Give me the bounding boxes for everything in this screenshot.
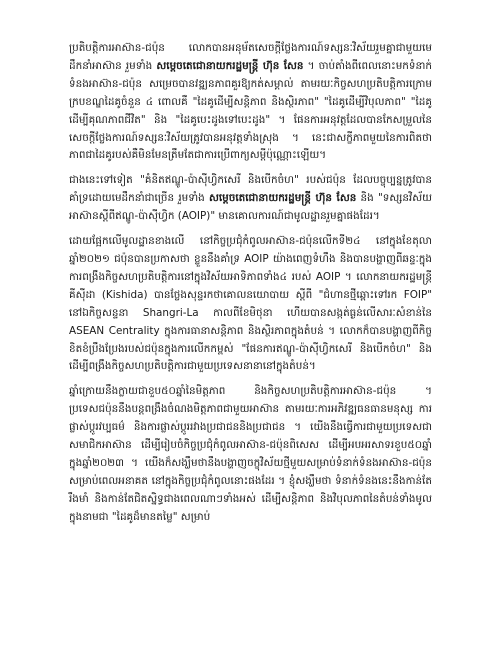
- paragraph-text: ជាងនេះទៅទៀត "គំនិតឥណ្ឌូ-ប៉ាស៊ីហ្វិកសេរី និងបើកចំហ" របស់ជប៉ុន ដែលបច្ចុប្បន្នត្រូវបានគាំទ្រដោយមេដឹកនាំជាច្រើន រួមទាំង: [69, 174, 432, 205]
- emphasized-name: សម្តេចតេជោនាយករដ្ឋមន្ត្រី ហ៊ុន សែន: [208, 192, 357, 205]
- paragraph-text: ដោយផ្អែកលើមូលដ្ឋានខាងលើ នៅកិច្ចប្រជុំកំពូលអាស៊ាន-ជប៉ុនលើកទី២៤ នៅក្នុងខែតុលា ឆ្នាំ២០២១ ជប៉ុនបានប្រកាសថា ខ្លួននឹងគាំទ្រ AOIP យ៉ាងពេញទំហឹង និងបានបង្ហាញពីឆន្ទៈក្នុងការពង្រឹងកិច្ចសហប្រតិបត្តិការនៅក្នុងវិស័យអាទិភាពទាំង៤ របស់ AOIP ។ លោកនាយករដ្ឋមន្ត្រី គីស៊ីដា (Kishida) បានថ្លែងសុន្ទរកថាគោលនយោបាយ ស្តីពី "ជំហានថ្មីឆ្ពោះទៅរក FOIP" នៅឯកិច្ចសន្ទនា Shangri-La កាលពីខែមិថុនា ហើយបានសង្កត់ធ្ងន់លើសារៈសំខាន់នៃ ASEAN Centrality ក្នុងការធានាសន្តិភាព និងស្ថិរភាពក្នុងតំបន់ ។ លោកក៏បានបង្ហាញពីកិច្ចខិតខំប្រឹងប្រែងរបស់ជប៉ុនក្នុងការលើកកម្ពស់ "ផែនការឥណ្ឌូ-ប៉ាស៊ីហ្វិកសេរី និងបើកចំហ" និងដើម្បីពង្រឹងកិច្ចសហប្រតិបត្តិការជាមួយប្រទេសនានានៅក្នុងតំបន់។: [69, 235, 432, 373]
- document-body: [69, 40, 432, 534]
- paragraph-text: ។ ចាប់តាំងពីពេលនោះមកទំនាក់ទំនងអាស៊ាន-ជប៉ុន សម្រេចបានវឌ្ឍនភាពគួរឱ្យកត់សម្គាល់ តាមរយៈកិច្ចសហប្រតិបត្តិការក្រោមក្របខណ្ឌដៃគូចំនួន ៤ ពោលគឺ "ដៃគូដើម្បីសន្តិភាព និងស្ថិរភាព" "ដៃគូដើម្បីវិបុលភាព" "ដៃគូដើម្បីគុណភាពជីវិត" និង "ដៃគូបេះដូងទៅបេះដូង" ។ ផែនការអនុវត្តដែលបានកែសម្រួលនៃសេចក្តីថ្លែងការណ៍ទស្សនៈវិស័យត្រូវបានអនុវត្តទាំងស្រុង ។ នេះជាសក្ខីភាពមួយនៃការពិតថា ភាពជាដៃគូរបស់គឺមិនមែនត្រឹមតែជាការប្រើពាក្យសម្តីប៉ុណ្ណោះឡើយ។: [69, 59, 432, 162]
- paragraph-text: ប្រតិបត្តិការអាស៊ាន-ជប៉ុន លោកបានអនុម័តសេចក្តីថ្លែងការណ៍ទស្សនៈវិស័យរួមគ្នាជាមួយមេដឹកនាំអាស៊ាន រួមទាំង: [69, 42, 432, 72]
- paragraph: [69, 383, 432, 526]
- paragraph-text: និង "ទស្សនវិស័យអាស៊ានស្តីពីឥណ្ឌូ-ប៉ាស៊ីហ្វិក (AOIP)" មានគោលការណ៍ជាមូលដ្ឋានរួមគ្នាផងដែរ។: [69, 192, 432, 223]
- emphasized-name: សម្តេចតេជោនាយករដ្ឋមន្ត្រី ហ៊ុន សែន: [156, 59, 304, 72]
- paragraph-text: ឆ្នាំក្រោយនឹងក្លាយជាខួប៥០ឆ្នាំនៃមិត្តភាព និងកិច្ចសហប្រតិបត្តិការអាស៊ាន-ជប៉ុន ។ ប្រទេសជប៉ុននឹងបន្តពង្រឹងចំណងមិត្តភាពជាមួយអាស៊ាន តាមរយៈការអភិវឌ្ឍធនធានមនុស្ស ការផ្លាស់ប្តូរវប្បធម៌ និងការផ្លាស់ប្តូររវាងប្រជាជននិងប្រជាជន ។ យើងនឹងធ្វើការជាមួយប្រទេសជាសមាជិកអាស៊ាន ដើម្បីរៀបចំកិច្ចប្រជុំកំពូលអាស៊ាន-ជប៉ុនពិសេស ដើម្បីអបអរសាទរខួប៥០ឆ្នាំ ក្នុងឆ្នាំ២០២៣ ។ យើងក៏សង្ឃឹមថានឹងបង្ហាញចក្ខុវិស័យថ្មីមួយសម្រាប់ទំនាក់ទំនងអាស៊ាន-ជប៉ុនសម្រាប់ពេលអនាគត នៅក្នុងកិច្ចប្រជុំកំពូលនោះផងដែរ ។ ខ្ញុំសង្ឃឹមថា ទំនាក់ទំនងនេះនឹងកាន់តែរឹងមាំ និងកាន់តែជិតស្និទ្ធជាងពេលណាៗទាំងអស់ ដើម្បីសន្តិភាព និងវិបុលភាពនៃតំបន់ទាំងមូល ក្នុងនាមជា "ដៃគូដ៏មានតម្លៃ" សម្រាប់: [69, 385, 432, 523]
- paragraph: [69, 40, 432, 165]
- paragraph: [69, 172, 432, 226]
- paragraph: [69, 233, 432, 376]
